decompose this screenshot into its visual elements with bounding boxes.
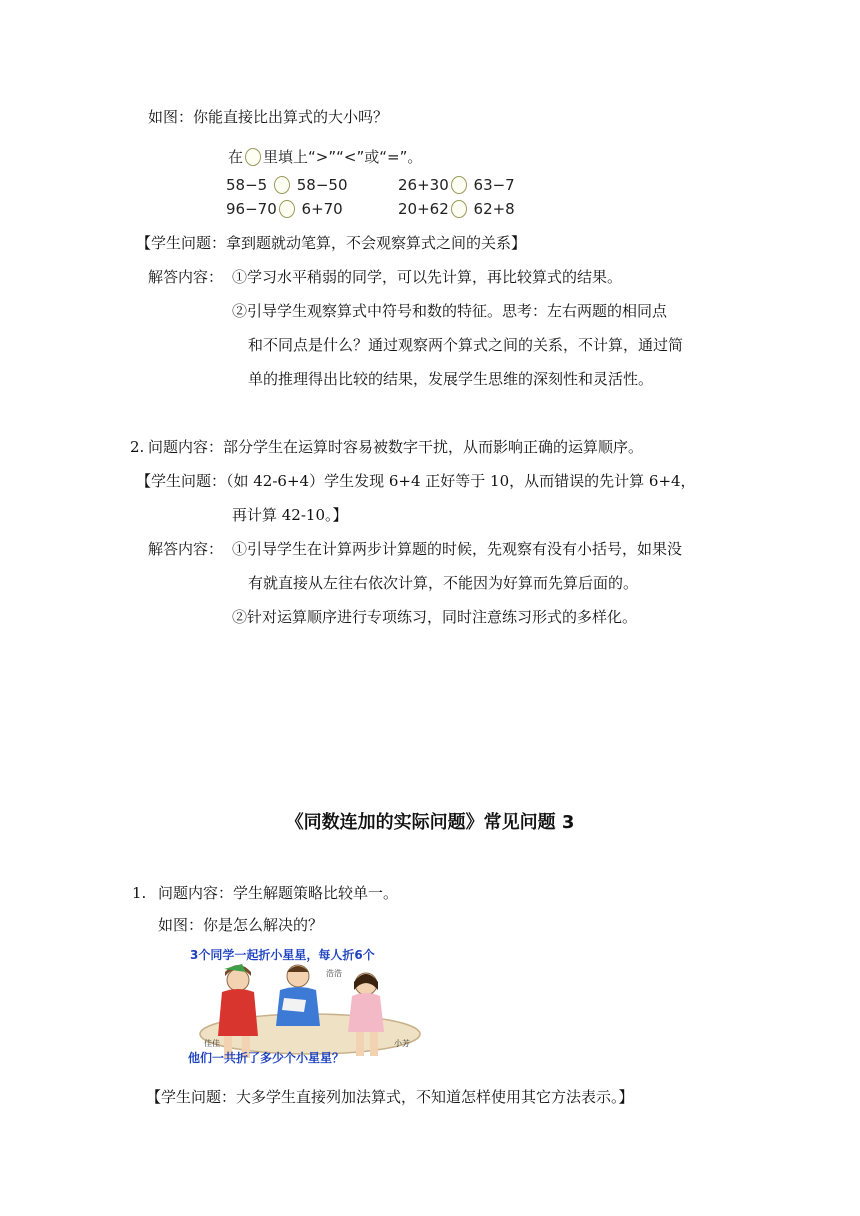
answer-2-1-line-1: ①引导学生在计算两步计算题的时候，先观察有没有小括号，如果没: [232, 540, 683, 558]
answer-1-1: ①学习水平稍弱的同学，可以先计算，再比较算式的结果。: [232, 268, 623, 286]
item-number-2: 2.: [130, 438, 145, 456]
child-left-body: [218, 989, 258, 1036]
comparison-exercise-figure: [222, 140, 522, 224]
exercise-instruction: 在 里填上“>”“<”或“=”。: [228, 148, 423, 166]
child-right-leg: [370, 1032, 378, 1056]
exercise-row-1-right: 26+30 63−7: [398, 176, 515, 194]
blank-circle-icon: [245, 148, 261, 166]
student-problem-1: 【学生问题：拿到题就动笔算，不会观察算式之间的关系】: [136, 234, 527, 252]
child-left-head: [227, 969, 249, 991]
name-middle: 浩浩: [326, 969, 342, 978]
student-problem-3: 【学生问题：大多学生直接列加法算式，不知道怎样使用其它方法表示。】: [146, 1088, 634, 1106]
blank-circle-icon: [274, 176, 290, 194]
blank-circle-icon: [451, 200, 467, 218]
illustration-top-text: 3个同学一起折小星星，每人折6个: [190, 948, 375, 962]
answer-2-2: ②针对运算顺序进行专项练习，同时注意练习形式的多样化。: [232, 608, 638, 626]
illustration-bottom-text: 他们一共折了多少个小星星？: [188, 1051, 345, 1064]
exercise-row-1-left: 58−5 58−50: [226, 176, 348, 194]
answer-1-2-line-2: 和不同点是什么？通过观察两个算式之间的关系，不计算，通过简: [248, 336, 684, 354]
item-number-1: 1.: [132, 884, 147, 902]
intro-text: 如图：你能直接比出算式的大小吗？: [148, 108, 389, 126]
exercise-row-2-right: 20+62 62+8: [398, 200, 515, 218]
child-middle-hair: [287, 966, 309, 972]
child-right-leg: [356, 1032, 364, 1056]
answer-label-1: 解答内容：: [148, 268, 224, 286]
student-problem-2-line-2: 再计算 42-10。】: [232, 506, 348, 524]
exercise-row-2-left: 96−70 6+70: [226, 200, 343, 218]
name-left: 佳佳: [204, 1039, 220, 1048]
intro-text-3: 如图：你是怎么解决的？: [158, 916, 324, 934]
child-right-body: [348, 993, 384, 1032]
answer-label-2: 解答内容：: [148, 540, 224, 558]
answer-1-2-line-1: ②引导学生观察算式中符号和数的特征。思考：左右两题的相同点: [232, 302, 668, 320]
name-right: 小芳: [394, 1039, 410, 1048]
answer-2-1-line-2: 有就直接从左往右依次计算，不能因为好算而先算后面的。: [248, 574, 639, 592]
student-problem-2-line-1: 【学生问题：（如 42-6+4）学生发现 6+4 正好等于 10，从而错误的先计算 6+4，: [136, 472, 696, 490]
problem-2: 问题内容：部分学生在运算时容易被数字干扰，从而影响正确的运算顺序。: [148, 438, 644, 456]
problem-3: 问题内容：学生解题策略比较单一。: [158, 884, 399, 902]
answer-1-2-line-3: 单的推理得出比较的结果，发展学生思维的深刻性和灵活性。: [248, 370, 654, 388]
section-title: 《同数连加的实际问题》常见问题 3: [285, 812, 575, 833]
child-middle-shirt: [282, 998, 306, 1012]
blank-circle-icon: [279, 200, 295, 218]
blank-circle-icon: [451, 176, 467, 194]
star-folding-illustration: [180, 942, 438, 1064]
illustration-svg: [180, 942, 438, 1064]
